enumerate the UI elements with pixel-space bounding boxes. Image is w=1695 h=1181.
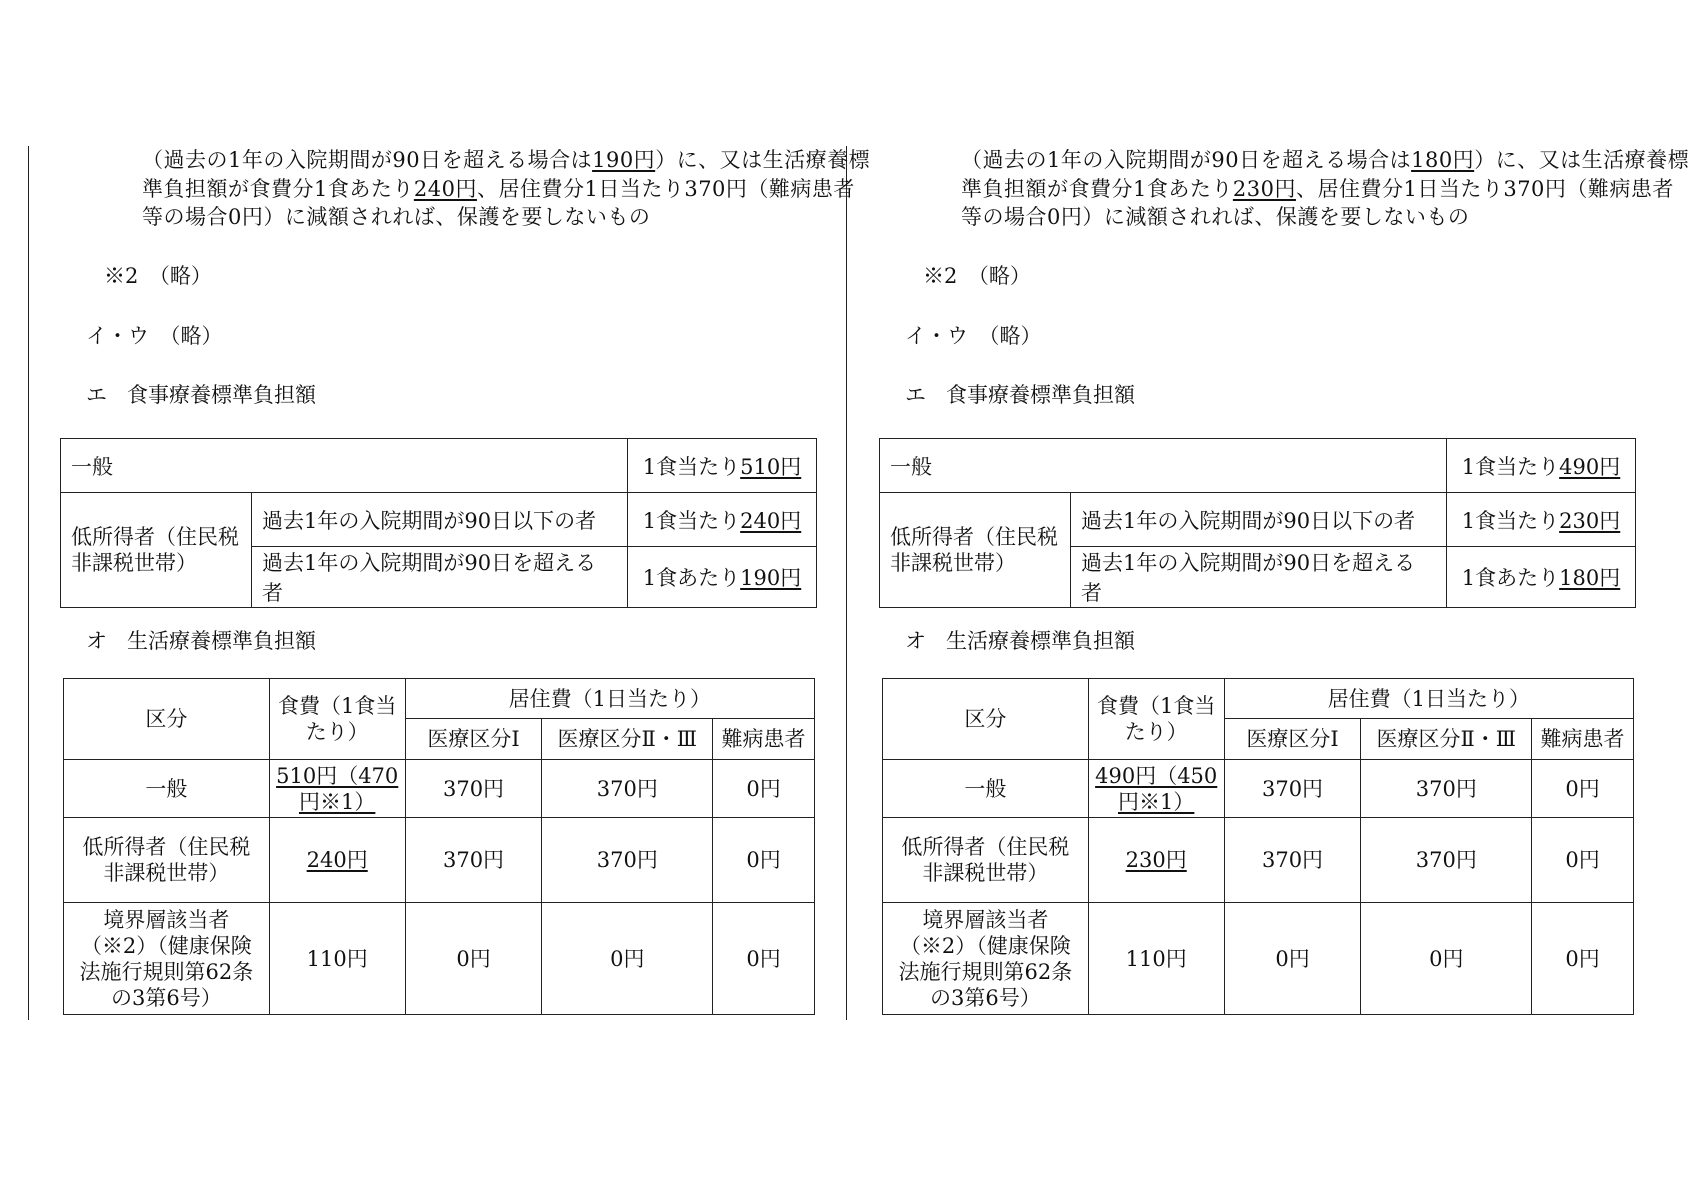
table-cell: [1088, 818, 1224, 903]
table-row: [64, 903, 815, 1015]
table-header: 医療区分Ⅱ・Ⅲ: [1361, 719, 1532, 760]
table-cell: 0円: [713, 760, 815, 818]
table-cell: 低所得者（住民税非課税世帯）: [64, 818, 270, 903]
table-cell: 低所得者（住民税非課税世帯）: [880, 493, 1071, 608]
table-row: [61, 439, 817, 493]
intro-paragraph: [961, 146, 1691, 232]
table-cell: 370円: [542, 760, 713, 818]
section-title: 生活療養標準負担額: [127, 629, 316, 653]
table-header: 食費（1食当たり）: [269, 679, 405, 760]
table-cell: 0円: [1532, 760, 1634, 818]
section-e-heading: [905, 379, 1155, 409]
table-row: [883, 760, 1634, 818]
intro-paragraph: [142, 146, 872, 232]
amount-underlined: 230円: [1559, 508, 1621, 533]
table-cell: 過去1年の入院期間が90日以下の者: [252, 493, 628, 547]
section-iu: イ・ウ （略）: [86, 324, 223, 348]
table-cell: 0円: [405, 903, 542, 1015]
table-cell: 0円: [1532, 903, 1634, 1015]
table-cell: 過去1年の入院期間が90日を超える者: [1071, 547, 1447, 608]
table-cell: 370円: [1224, 818, 1361, 903]
section-o-heading: [86, 625, 336, 655]
table-cell: 一般: [64, 760, 270, 818]
amount-underlined: 510円（470円※1）: [276, 763, 399, 814]
section-o-heading: [905, 625, 1155, 655]
center-divider-rule: [846, 146, 847, 1020]
table-cell: 一般: [883, 760, 1089, 818]
table-cell: [269, 818, 405, 903]
section-mark: オ: [86, 629, 107, 653]
table-header: 医療区分Ⅰ: [1224, 719, 1361, 760]
amount-underlined: 230円: [1125, 848, 1187, 872]
table-header: 医療区分Ⅰ: [405, 719, 542, 760]
table-cell: [1447, 547, 1636, 608]
table-row: [880, 439, 1636, 493]
table-cell: [1447, 439, 1636, 493]
table-cell: 370円: [1361, 760, 1532, 818]
table-cell: 一般: [880, 439, 1447, 493]
section-iu: イ・ウ （略）: [905, 324, 1042, 348]
table-header: 難病患者: [713, 719, 815, 760]
table-header: 居住費（1日当たり）: [1224, 679, 1633, 719]
table-cell: 0円: [542, 903, 713, 1015]
table-cell: 370円: [405, 818, 542, 903]
table-row: [64, 760, 815, 818]
table-cell: 0円: [1532, 818, 1634, 903]
table-cell: [628, 493, 817, 547]
table-cell: 370円: [542, 818, 713, 903]
amount-prefix: 1食当たり: [642, 454, 741, 479]
table-cell: 0円: [713, 903, 815, 1015]
table-header: 医療区分Ⅱ・Ⅲ: [542, 719, 713, 760]
table-cell: [628, 439, 817, 493]
section-mark: オ: [905, 629, 926, 653]
amount-underlined: 190円: [592, 148, 656, 172]
amount-prefix: 1食当たり: [642, 508, 741, 533]
table-cell: 低所得者（住民税非課税世帯）: [61, 493, 252, 608]
amount-underlined: 490円（450円※1）: [1095, 763, 1218, 814]
section-title: 食事療養標準負担額: [946, 383, 1135, 407]
paragraph-text: ）に、又は生活療養標: [1474, 148, 1690, 172]
living-standard-table: [882, 678, 1634, 1015]
paragraph-text: 、居住費分1日当たり370円（難病患者: [476, 176, 855, 201]
paragraph-text: 、居住費分1日当たり370円（難病患者: [1295, 176, 1674, 201]
table-header: 難病患者: [1532, 719, 1634, 760]
table-cell: 370円: [1224, 760, 1361, 818]
paragraph-text: 準負担額が食費分1食あたり: [142, 176, 414, 201]
table-cell: 一般: [61, 439, 628, 493]
table-header-row: [883, 679, 1634, 719]
section-title: 食事療養標準負担額: [127, 383, 316, 407]
amount-underlined: 240円: [740, 508, 802, 533]
table-cell: 370円: [1361, 818, 1532, 903]
table-cell: 110円: [269, 903, 405, 1015]
table-cell: [269, 760, 405, 818]
amount-prefix: 1食あたり: [1461, 566, 1560, 590]
table-header: 区分: [883, 679, 1089, 760]
amount-underlined: 490円: [1559, 454, 1621, 479]
amount-underlined: 180円: [1559, 566, 1621, 590]
meal-standard-table: [60, 438, 817, 608]
amount-underlined: 240円: [306, 848, 368, 872]
paragraph-text: （過去の1年の入院期間が90日を超える場合は: [961, 148, 1412, 172]
table-header-row: [64, 679, 815, 719]
paragraph-text: ）に、又は生活療養標: [655, 148, 871, 172]
table-row: [61, 493, 817, 547]
table-cell: 0円: [713, 818, 815, 903]
section-mark: エ: [86, 383, 107, 407]
table-cell: 110円: [1088, 903, 1224, 1015]
table-header: 居住費（1日当たり）: [405, 679, 814, 719]
paragraph-text: 等の場合0円）に減額されれば、保護を要しないもの: [142, 205, 651, 229]
table-cell: [1447, 493, 1636, 547]
table-header: 区分: [64, 679, 270, 760]
table-cell: 0円: [1224, 903, 1361, 1015]
table-cell: [628, 547, 817, 608]
paragraph-text: （過去の1年の入院期間が90日を超える場合は: [142, 148, 593, 172]
table-cell: 過去1年の入院期間が90日を超える者: [252, 547, 628, 608]
amount-prefix: 1食当たり: [1461, 454, 1560, 479]
table-row: [883, 818, 1634, 903]
amount-underlined: 230円: [1232, 176, 1296, 201]
table-row: [880, 493, 1636, 547]
table-cell: 境界層該当者（※2）（健康保険法施行規則第62条の3第6号）: [883, 903, 1089, 1015]
amount-underlined: 180円: [1411, 148, 1475, 172]
meal-standard-table: [879, 438, 1636, 608]
paragraph-text: 等の場合0円）に減額されれば、保護を要しないもの: [961, 205, 1470, 229]
table-row: [883, 903, 1634, 1015]
table-row: [64, 818, 815, 903]
living-standard-table: [63, 678, 815, 1015]
section-title: 生活療養標準負担額: [946, 629, 1135, 653]
amount-underlined: 240円: [413, 176, 477, 201]
section-e-heading: [86, 379, 336, 409]
paragraph-text: 準負担額が食費分1食あたり: [961, 176, 1233, 201]
table-cell: 低所得者（住民税非課税世帯）: [883, 818, 1089, 903]
table-cell: 370円: [405, 760, 542, 818]
left-margin-rule: [28, 146, 29, 1020]
table-cell: [1088, 760, 1224, 818]
table-cell: 0円: [1361, 903, 1532, 1015]
note-2: ※2 （略）: [923, 264, 1031, 288]
section-mark: エ: [905, 383, 926, 407]
amount-underlined: 510円: [740, 454, 802, 479]
note-2: ※2 （略）: [104, 264, 212, 288]
table-cell: 境界層該当者（※2）（健康保険法施行規則第62条の3第6号）: [64, 903, 270, 1015]
table-cell: 過去1年の入院期間が90日以下の者: [1071, 493, 1447, 547]
amount-underlined: 190円: [740, 566, 802, 590]
amount-prefix: 1食当たり: [1461, 508, 1560, 533]
amount-prefix: 1食あたり: [642, 566, 741, 590]
table-header: 食費（1食当たり）: [1088, 679, 1224, 760]
